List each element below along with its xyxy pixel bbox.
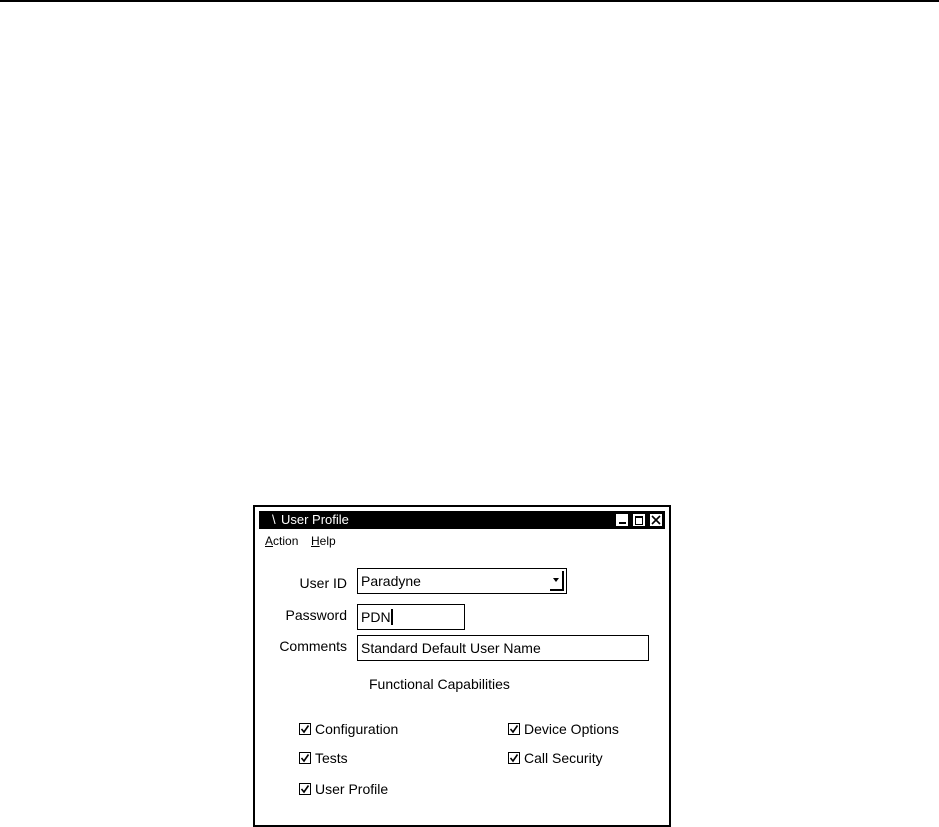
checkmark-icon[interactable] [508, 723, 520, 735]
close-icon[interactable] [649, 513, 663, 527]
user-id-value: Paradyne [361, 573, 421, 589]
user-profile-checkbox[interactable] [299, 780, 429, 798]
maximize-icon[interactable] [632, 513, 646, 527]
tests-checkbox[interactable] [299, 749, 429, 767]
tests-label: Tests [315, 750, 348, 766]
checkmark-icon[interactable] [299, 723, 311, 735]
system-menu-icon[interactable]: \ [272, 512, 276, 527]
comments-label: Comments [279, 638, 347, 654]
comments-field[interactable] [357, 635, 649, 661]
user-profile-label: User Profile [315, 781, 389, 797]
checkmark-icon[interactable] [299, 783, 311, 795]
minimize-icon[interactable] [615, 513, 629, 527]
dropdown-arrow-icon[interactable] [550, 571, 564, 591]
comments-value: Standard Default User Name [361, 640, 541, 656]
call-security-checkbox[interactable] [508, 749, 648, 767]
text-caret [391, 609, 393, 625]
page-top-rule [0, 0, 939, 2]
user-id-label: User ID [299, 575, 347, 591]
title-bar[interactable] [259, 511, 665, 529]
menu-action-label: ction [273, 534, 299, 548]
checkmark-icon[interactable] [299, 752, 311, 764]
window-title: User Profile [281, 512, 349, 527]
checkmark-icon[interactable] [508, 752, 520, 764]
menu-action[interactable] [265, 533, 298, 549]
password-value: PDN [361, 609, 391, 625]
device-options-label: Device Options [524, 721, 619, 737]
configuration-checkbox[interactable] [299, 720, 429, 738]
device-options-checkbox[interactable] [508, 720, 648, 738]
password-label: Password [285, 607, 347, 623]
configuration-label: Configuration [315, 721, 399, 737]
functional-capabilities-heading: Functional Capabilities [369, 676, 510, 692]
menu-help[interactable] [311, 533, 336, 549]
menu-action-mnemonic: A [265, 534, 274, 548]
menu-help-label: elp [319, 534, 336, 548]
password-field[interactable] [357, 604, 465, 630]
menu-help-mnemonic: H [311, 534, 320, 548]
call-security-label: Call Security [524, 750, 603, 766]
user-profile-window [253, 505, 671, 827]
user-id-combobox[interactable] [357, 568, 567, 594]
